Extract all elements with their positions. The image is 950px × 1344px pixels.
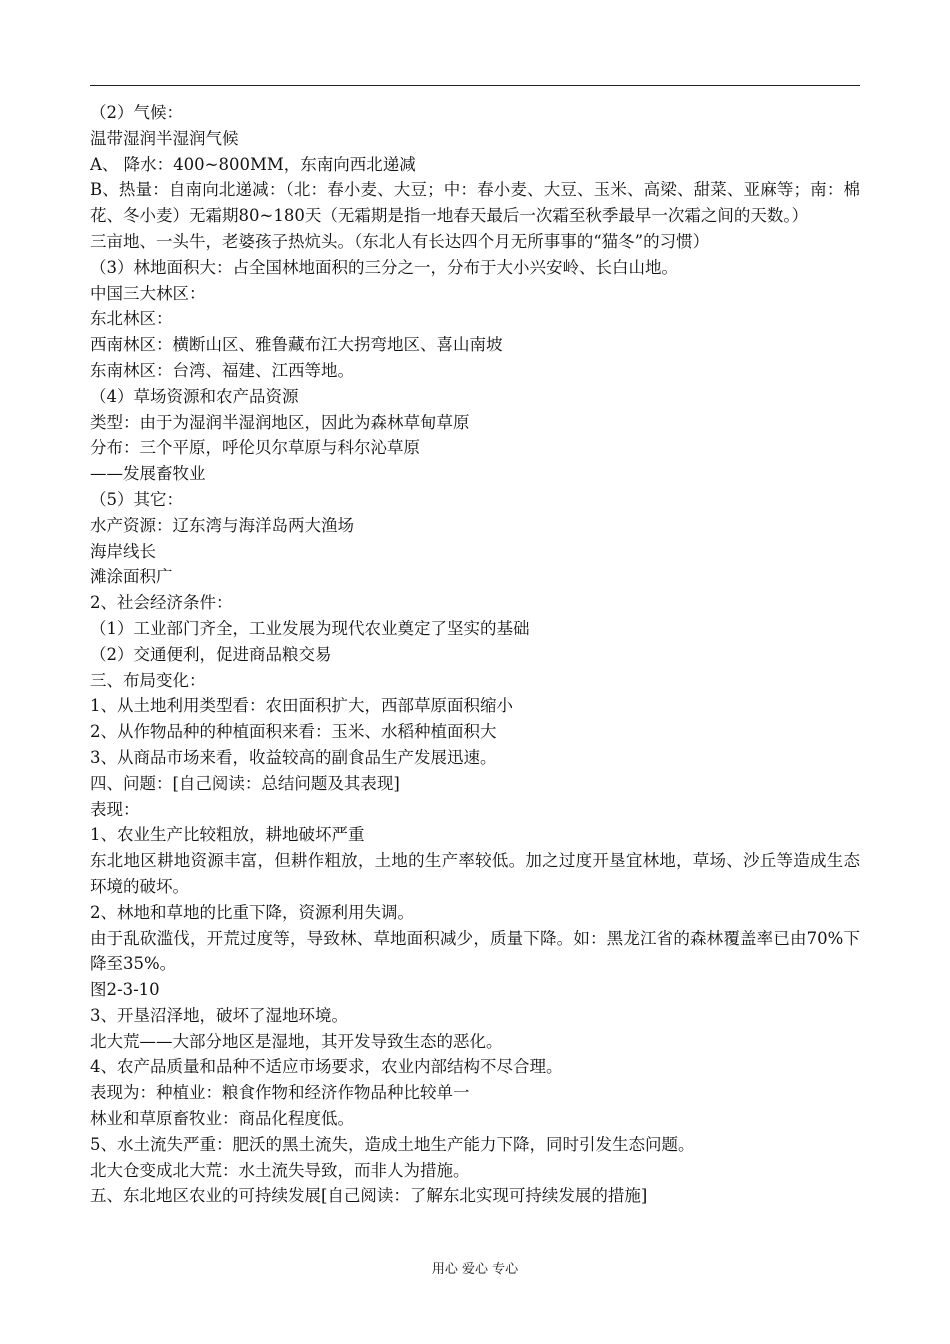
- text-line: 西南林区：横断山区、雅鲁藏布江大拐弯地区、喜山南坡: [90, 335, 503, 355]
- text-line: （1）工业部门齐全，工业发展为现代农业奠定了坚实的基础: [90, 618, 530, 638]
- text-line: 四、问题：[自己阅读：总结问题及其表现]: [90, 773, 400, 793]
- text-line: 五、东北地区农业的可持续发展[自己阅读：了解东北实现可持续发展的措施]: [90, 1186, 648, 1206]
- text-line: 滩涂面积广: [90, 567, 173, 587]
- text-line: A、 降水：400~800MM，东南向西北递减: [90, 154, 416, 174]
- text-line: 1、从土地利用类型看：农田面积扩大，西部草原面积缩小: [90, 696, 513, 716]
- text-line: 5、水土流失严重：肥沃的黑土流失，造成土地生产能力下降，同时引发生态问题。: [90, 1134, 695, 1154]
- text-line: 表现：: [90, 799, 140, 819]
- text-line: 3、开垦沼泽地，破坏了湿地环境。: [90, 1005, 348, 1025]
- text-line: 北大荒——大部分地区是湿地，其开发导致生态的恶化。: [90, 1031, 503, 1051]
- page-footer: 用心 爱心 专心: [431, 1262, 519, 1277]
- text-line: 2、林地和草地的比重下降，资源利用失调。: [90, 902, 414, 922]
- text-line: 三亩地、一头牛，老婆孩子热炕头。（东北人有长达四个月无所事事的“猫冬”的习惯）: [90, 231, 710, 251]
- text-line: （2）气候：: [90, 103, 183, 122]
- text-line: B、热量：自南向北递减：（北：春小麦、大豆；中：春小麦、大豆、玉米、高梁、甜菜、亚麻等；南：棉花、冬小麦）无霜期80~180天（无霜期是指一地春天最后一次霜至秋季最早一次霜之间的天数。）: [90, 180, 860, 226]
- text-line: 水产资源：辽东湾与海洋岛两大渔场: [90, 515, 354, 535]
- text-line: 东北林区：: [90, 309, 173, 329]
- text-line: 温带湿润半湿润气候: [90, 128, 239, 148]
- text-line: 2、社会经济条件：: [90, 593, 233, 613]
- text-line: 北大仓变成北大荒：水土流失导致，而非人为措施。: [90, 1160, 470, 1180]
- text-line: 东北地区耕地资源丰富，但耕作粗放，土地的生产率较低。加之过度开垦宜林地，草场、沙丘等造成生态环境的破坏。: [90, 851, 860, 896]
- text-line: （3）林地面积大：占全国林地面积的三分之一，分布于大小兴安岭、长白山地。: [90, 257, 678, 277]
- text-line: 2、从作物品种的种植面积来看：玉米、水稻种植面积大: [90, 722, 497, 742]
- text-line: （5）其它：: [90, 489, 183, 509]
- text-line: 三、布局变化：: [90, 670, 206, 690]
- text-line: 由于乱砍滥伐，开荒过度等，导致林、草地面积减少，质量下降。如：黑龙江省的森林覆盖率已由70%下降至35%。: [90, 928, 860, 974]
- text-line: 3、从商品市场来看，收益较高的副食品生产发展迅速。: [90, 747, 497, 767]
- text-line: 林业和草原畜牧业：商品化程度低。: [90, 1109, 354, 1129]
- text-line: 海岸线长: [90, 541, 156, 561]
- text-line: 1、农业生产比较粗放，耕地破坏严重: [90, 825, 365, 845]
- document-body: [90, 100, 860, 1209]
- text-line: （4）草场资源和农产品资源: [90, 386, 299, 406]
- text-line: 表现为：种植业：粮食作物和经济作物品种比较单一: [90, 1083, 470, 1103]
- text-line: ——发展畜牧业: [90, 464, 206, 484]
- text-line: 4、农产品质量和品种不适应市场要求，农业内部结构不尽合理。: [90, 1057, 563, 1077]
- text-line: 中国三大林区：: [90, 283, 206, 303]
- text-line: 分布：三个平原，呼伦贝尔草原与科尔沁草原: [90, 438, 420, 458]
- text-line: 类型：由于为湿润半湿润地区，因此为森林草甸草原: [90, 412, 470, 432]
- text-line: 图2-3-10: [90, 980, 160, 1000]
- text-line: （2）交通便利，促进商品粮交易: [90, 644, 332, 664]
- text-line: 东南林区：台湾、福建、江西等地。: [90, 360, 354, 380]
- header-rule: [90, 85, 860, 86]
